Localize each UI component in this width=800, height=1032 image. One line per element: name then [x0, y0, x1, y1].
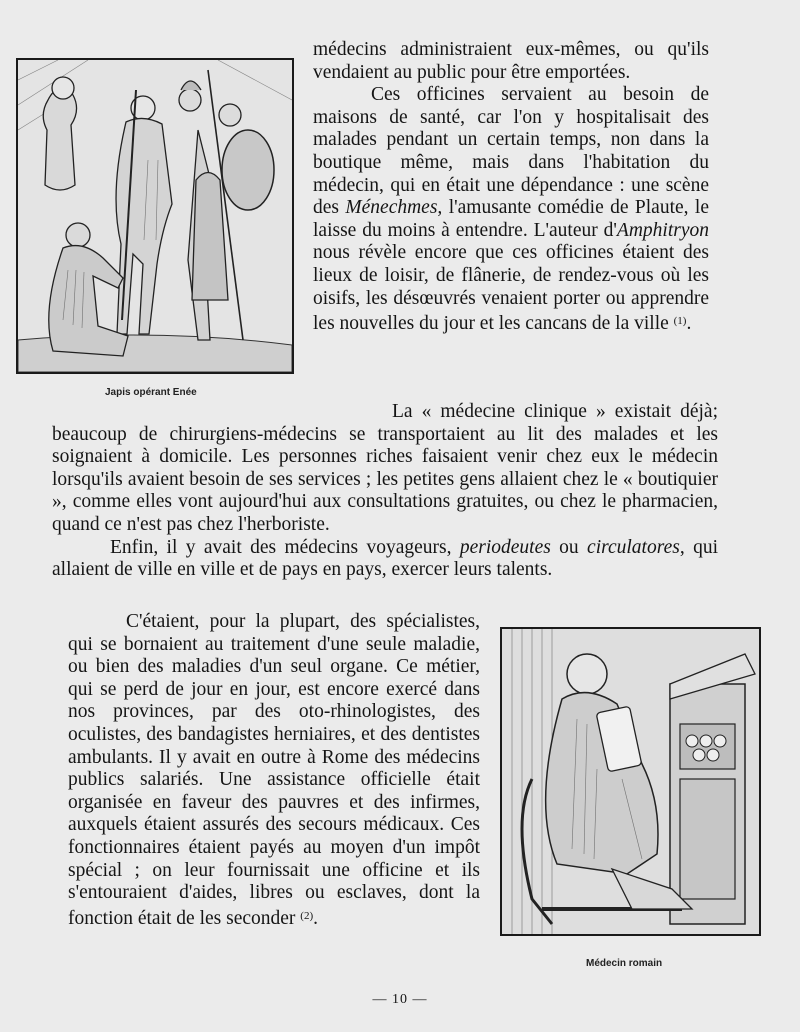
paragraph-officines: [313, 84, 709, 336]
term-periodeutes: periodeutes: [459, 536, 551, 558]
text-column-bottom: [68, 611, 480, 930]
footnote-ref: (1): [673, 315, 687, 328]
page-number: — 10 —: [372, 992, 428, 1007]
work-title-amphitryon: Amphitryon: [616, 219, 709, 241]
figure-caption: Médecin romain: [586, 958, 663, 969]
work-title-menechmes: Ménechmes,: [345, 197, 443, 219]
text-column-top: [313, 39, 709, 336]
text-run: Ces officines servaient au besoin de maisons de santé, car l'on y hospitalisait des malades pendant un certain temps, non dans la boutique même, mais dans l'habitation du médecin, qui en était une dépendance : une scène des: [313, 84, 709, 219]
paragraph-specialistes: [68, 611, 480, 930]
figure-caption: Japis opérant Enée: [105, 387, 197, 398]
footnote-ref: (2): [300, 909, 314, 922]
engraving-surgery-scene: [18, 60, 292, 372]
text-run: .: [313, 907, 318, 929]
text-run: nous révèle encore que ces officines étaient des lieux de loisir, de flânerie, de rendez-vous où les oisifs, les désœuvrés venaient porter ou apprendre les nouvelles du jour et les cancans de la ville: [313, 242, 709, 335]
text-run: Enfin, il y avait des médecins voyageurs,: [110, 536, 460, 558]
text-run: C'étaient, pour la plupart, des spécialistes, qui se bornaient au traitement d'une seule maladie, ou bien des maladies d'un seul organe. Ce métier, qui se perd de jour en jour, est encore exercé dans nos provinces, par des oto-rhinologistes, des oculistes, des bandagistes herniaires, et des dentistes ambulants. Il y avait en outre à Rome des médecins publics salariés. Une assistance officielle était organisée en faveur des pauvres et des infirmes, auxquels étaient assurés des secours médicaux. Ces fonctionnaires étaient payés au moyen d'un impôt spécial ; on leur fournissait une officine et ils s'entouraient d'aides, libres ou esclaves, dont la fonction était de les seconder: [68, 611, 480, 929]
text-run: , qui allaient de ville en ville et de pays en pays, exercer leurs talents.: [52, 536, 718, 581]
text-run: l'amusante comédie de Plaute, le laisse du moins à entendre. L'auteur d': [313, 197, 709, 241]
text-column-wide: [52, 401, 718, 582]
engraving-roman-physician: [502, 629, 759, 934]
illustration-medecin-romain: [500, 627, 761, 936]
illustration-japis-operant-enee: [16, 58, 294, 374]
paragraph-continuation: médecins administraient eux-mêmes, ou qu'ils vendaient au public pour être emportées.: [313, 39, 709, 83]
text-run: .: [686, 313, 692, 335]
paragraph-medecine-clinique: La « médecine clinique » existait déjà; beaucoup de chirurgiens-médecins se transportaient au lit des malades et les soignaient à domicile. Les personnes riches faisaient venir chez eux le médecin lorsqu'ils avaient besoin de ses services ; les petites gens allaient chez le « boutiquier », comme elles vont aujourd'hui aux consultations gratuites, ou chez le pharmacien, quand ce n'est pas chez l'herboriste.: [52, 401, 718, 535]
text-run: ou: [550, 536, 588, 558]
paragraph-medecins-voyageurs: [52, 537, 718, 582]
term-circulatores: circulatores: [587, 536, 680, 558]
